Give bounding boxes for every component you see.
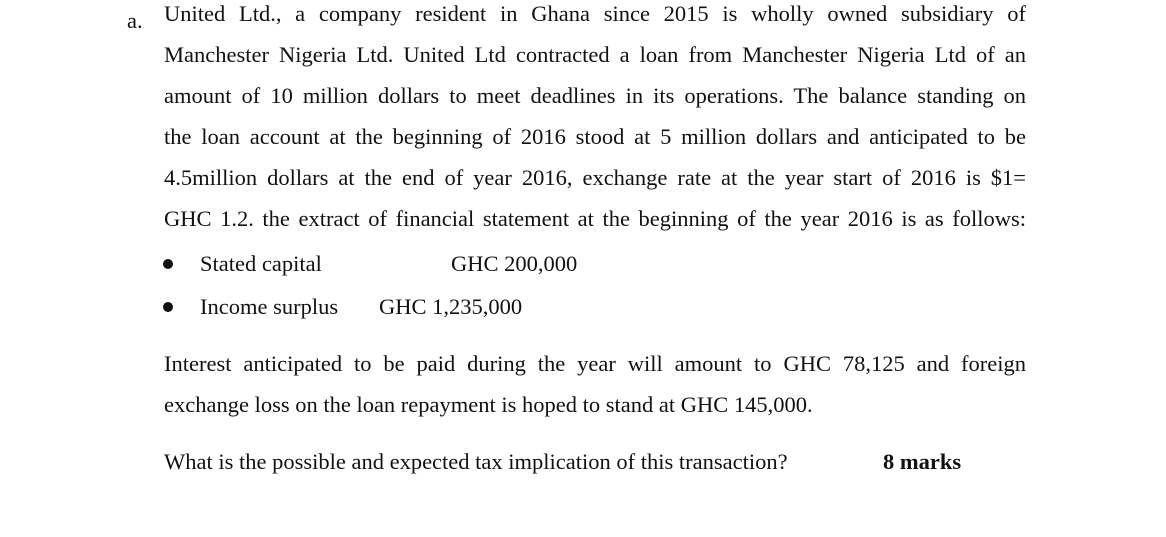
- stated-capital-value: GHC 200,000: [451, 251, 578, 276]
- intro-line: the loan account at the beginning of 2016 stood at 5 million dollars and anticipated to be: [164, 124, 1026, 149]
- bullet-icon: [163, 302, 173, 312]
- question-prompt: What is the possible and expected tax implication of this transaction?: [164, 449, 788, 474]
- interest-paragraph: [164, 343, 1026, 425]
- income-surplus-label: Income surplus: [200, 294, 339, 319]
- interest-line: Interest anticipated to be paid during the year will amount to GHC 78,125 and foreign: [164, 351, 1026, 376]
- question-marker: a.: [127, 8, 143, 33]
- intro-line: United Ltd., a company resident in Ghana since 2015 is wholly owned subsidiary of: [164, 1, 1026, 26]
- intro-line: Manchester Nigeria Ltd. United Ltd contracted a loan from Manchester Nigeria Ltd of an: [164, 42, 1026, 67]
- intro-paragraph: [164, 0, 1026, 239]
- marks-label: 8 marks: [883, 449, 962, 474]
- bullet-icon: [163, 259, 173, 269]
- income-surplus-value: GHC 1,235,000: [379, 294, 523, 319]
- intro-line: GHC 1.2. the extract of financial statement at the beginning of the year 2016 is as follows:: [164, 206, 1026, 231]
- interest-line: exchange loss on the loan repayment is hoped to stand at GHC 145,000.: [164, 392, 813, 417]
- intro-line: amount of 10 million dollars to meet deadlines in its operations. The balance standing on: [164, 83, 1026, 108]
- stated-capital-label: Stated capital: [200, 251, 322, 276]
- intro-line: 4.5million dollars at the end of year 2016, exchange rate at the year start of 2016 is $1=: [164, 165, 1026, 190]
